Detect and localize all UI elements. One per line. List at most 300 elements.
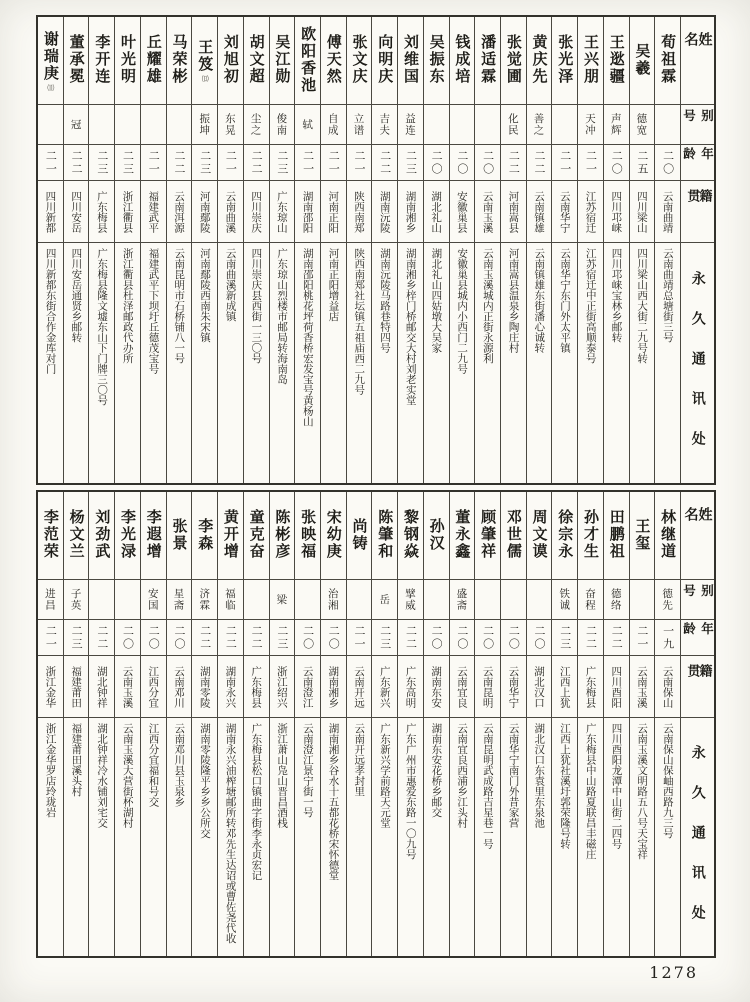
person-native-place: 广东琼山	[270, 181, 295, 243]
person-alias: 擘威	[398, 580, 423, 620]
person-native-place: 福建莆田	[64, 656, 89, 718]
person-alias	[89, 580, 114, 620]
person-alias: 声辉	[604, 105, 629, 145]
person-native-place: 云南保山	[655, 656, 680, 718]
person-address: 四川酉阳龙潭中山街二四号	[610, 723, 623, 849]
person-name-text: 宋幼庚	[324, 509, 343, 560]
person-name	[270, 492, 295, 580]
person-name-text: 王逖疆	[607, 34, 626, 85]
person-alias: 尘之	[244, 105, 269, 145]
person-native-place: 陕西南郑	[347, 181, 372, 243]
person-alias	[347, 580, 372, 620]
person-name-text: 傅天然	[324, 34, 343, 85]
person-address: 云南昆明市石桥铺八一号	[173, 248, 186, 364]
person-age: 二一	[630, 620, 655, 656]
person-address: 江西分宜福和号交	[147, 723, 160, 807]
person-address: 四川邛崃宝林乡邮转	[610, 248, 623, 343]
person-alias	[655, 105, 680, 145]
person-name-text: 田鹏祖	[607, 509, 626, 560]
person-native-place: 河南鄢陵	[192, 181, 217, 243]
person-name-text: 黄庆先	[530, 34, 549, 85]
person-age: 二三	[115, 145, 140, 181]
person-native-place: 云南镇雄	[527, 181, 552, 243]
person-native-place: 四川崇庆	[244, 181, 269, 243]
person-age: 二〇	[295, 620, 320, 656]
person-address: 河南鄢陵西南朱宋镇	[198, 248, 211, 343]
person-address: 湖北汉口东袁里东泉池	[533, 723, 546, 828]
person-native-place: 云南昆明	[475, 656, 500, 718]
person-column	[526, 492, 552, 956]
person-alias	[89, 105, 114, 145]
person-column	[500, 17, 526, 483]
directory-table-bottom	[36, 490, 716, 958]
person-age: 二一	[347, 145, 372, 181]
person-native-place: 云南华宁	[501, 656, 526, 718]
person-name-text: 尚铸	[350, 517, 369, 552]
person-native-place: 湖南东安	[424, 656, 449, 718]
person-name	[501, 492, 526, 580]
person-alias	[115, 105, 140, 145]
person-alias	[295, 580, 320, 620]
person-name-text: 张光泽	[556, 34, 575, 85]
person-address: 云南玉溪大营街杯湖村	[121, 723, 134, 828]
person-age: 二二	[192, 620, 217, 656]
header-age: 年龄	[681, 620, 714, 656]
person-alias	[115, 580, 140, 620]
person-column	[629, 17, 655, 483]
person-alias: 子英	[64, 580, 89, 620]
person-age: 二〇	[655, 145, 680, 181]
person-alias: 轼	[295, 105, 320, 145]
person-column	[38, 17, 63, 483]
person-age: 二二	[604, 620, 629, 656]
person-age: 二〇	[450, 620, 475, 656]
person-column	[371, 17, 397, 483]
person-alias: 奋程	[578, 580, 603, 620]
person-address: 河南正阳增益店	[327, 248, 340, 322]
person-age: 二〇	[167, 620, 192, 656]
person-column	[371, 492, 397, 956]
person-column	[294, 17, 320, 483]
person-age: 二二	[501, 145, 526, 181]
person-column	[243, 492, 269, 956]
person-alias	[424, 580, 449, 620]
person-name-text: 张景	[170, 517, 189, 552]
person-name	[655, 492, 680, 580]
person-alias: 岳	[372, 580, 397, 620]
person-name-text: 李光渌	[119, 509, 138, 560]
person-native-place: 浙江金华	[38, 656, 63, 718]
person-name	[244, 492, 269, 580]
person-native-place: 四川邛崃	[604, 181, 629, 243]
person-name-text: 刘劲武	[93, 509, 112, 560]
person-age: 二二	[218, 620, 243, 656]
person-name	[424, 492, 449, 580]
person-name	[38, 17, 63, 105]
person-age: 二〇	[501, 620, 526, 656]
person-native-place: 湖南湘乡	[398, 181, 423, 243]
person-column	[449, 492, 475, 956]
person-column	[320, 17, 346, 483]
person-column	[140, 492, 166, 956]
person-address: 浙江衢县杜泽邮政代办所	[121, 248, 134, 364]
person-native-place: 湖北钟祥	[89, 656, 114, 718]
person-age: 二三	[372, 620, 397, 656]
person-column	[629, 492, 655, 956]
person-column	[397, 492, 423, 956]
person-name	[578, 492, 603, 580]
person-name-text: 胡文超	[247, 34, 266, 85]
person-alias: 天冲	[578, 105, 603, 145]
person-age: 二三	[192, 145, 217, 181]
person-name-text: 王兴朋	[581, 34, 600, 85]
person-name	[347, 17, 372, 105]
person-address: 河南嵩县温泉乡陶庄村	[507, 248, 520, 353]
person-address: 广东广州市惠爱东路一〇九号	[404, 723, 417, 860]
person-name	[167, 17, 192, 105]
person-age: 二二	[167, 145, 192, 181]
person-age: 二三	[89, 145, 114, 181]
person-alias	[475, 580, 500, 620]
person-alias: 立谱	[347, 105, 372, 145]
person-column	[346, 492, 372, 956]
person-native-place: 河南嵩县	[501, 181, 526, 243]
person-alias	[141, 105, 166, 145]
person-age: 二〇	[475, 620, 500, 656]
person-age: 二〇	[527, 620, 552, 656]
person-column	[269, 492, 295, 956]
person-alias: 福临	[218, 580, 243, 620]
person-age: 二三	[270, 620, 295, 656]
person-column	[423, 492, 449, 956]
person-address: 安徽巢县城内小西门二九号	[456, 248, 469, 374]
person-address: 湖南湘乡谷水十五都花桥宋怀德堂	[327, 723, 340, 881]
person-address: 云南镇雄东街潘心诚转	[533, 248, 546, 353]
person-name-text: 陈肇和	[376, 509, 395, 560]
person-name-text: 邓世儒	[504, 509, 523, 560]
person-native-place: 湖北汉口	[527, 656, 552, 718]
person-name	[295, 492, 320, 580]
person-native-place: 四川酉阳	[604, 656, 629, 718]
person-age: 二二	[372, 145, 397, 181]
person-column	[474, 17, 500, 483]
person-native-place: 湖南湘乡	[321, 656, 346, 718]
person-alias: 冠	[64, 105, 89, 145]
person-name-text: 张文庆	[350, 34, 369, 85]
person-address: 云南昆明武成路吉星巷一号	[481, 723, 494, 849]
person-name	[64, 492, 89, 580]
person-alias	[167, 105, 192, 145]
person-column	[603, 17, 629, 483]
person-address: 云南曲靖总塘街三号	[661, 248, 674, 343]
person-column	[217, 17, 243, 483]
header-alias: 别号	[681, 105, 714, 145]
person-native-place: 广东梅县	[578, 656, 603, 718]
person-native-place: 广东新兴	[372, 656, 397, 718]
person-name-text: 向明庆	[376, 34, 395, 85]
person-age: 二〇	[424, 145, 449, 181]
person-name	[64, 17, 89, 105]
person-column	[577, 492, 603, 956]
person-age: 二〇	[424, 620, 449, 656]
person-address: 云南澄江景宁街一号	[301, 723, 314, 818]
person-name	[604, 492, 629, 580]
person-column	[63, 17, 89, 483]
person-alias	[38, 105, 63, 145]
directory-tables	[36, 15, 716, 958]
header-name: 姓名	[681, 17, 714, 105]
person-native-place: 湖南邵阳	[295, 181, 320, 243]
person-name-text: 叶光明	[119, 34, 138, 85]
person-name-text: 吴江勋	[273, 34, 292, 85]
person-address: 福建莆田溪头村	[70, 723, 83, 797]
person-name-text: 顾肇祥	[479, 509, 498, 560]
person-name-text: 徐宗永	[556, 509, 575, 560]
person-native-place: 云南澄江	[295, 656, 320, 718]
person-alias: 盛斋	[450, 580, 475, 620]
header-address: 永久通讯处	[689, 745, 706, 945]
person-address: 广东梅县松口镇曲字街李永贞宏记	[250, 723, 263, 881]
person-name-note: ⑾	[46, 83, 55, 91]
person-alias: 自成	[321, 105, 346, 145]
person-age: 二二	[527, 145, 552, 181]
person-name-text: 周文谟	[530, 509, 549, 560]
person-name	[89, 492, 114, 580]
person-column	[551, 492, 577, 956]
person-native-place: 湖南永兴	[218, 656, 243, 718]
person-name-text: 董永鑫	[453, 509, 472, 560]
person-column	[269, 17, 295, 483]
person-native-place: 湖南零陵	[192, 656, 217, 718]
person-name	[372, 492, 397, 580]
person-alias: 济霖	[192, 580, 217, 620]
person-native-place: 安徽巢县	[450, 181, 475, 243]
person-native-place: 广东梅县	[89, 181, 114, 243]
person-name	[244, 17, 269, 105]
person-age: 二三	[64, 620, 89, 656]
person-column	[654, 17, 680, 483]
person-native-place: 云南邓川	[167, 656, 192, 718]
person-address: 云南保山保岫西路九三号	[661, 723, 674, 839]
person-address: 湖南永兴油榨塘邮所转邓先生达诏或曹佐尧代收	[224, 723, 237, 944]
person-alias: 星斋	[167, 580, 192, 620]
person-address: 浙江萧山凫山晋昌酒栈	[276, 723, 289, 828]
person-column	[449, 17, 475, 483]
person-column	[140, 17, 166, 483]
person-alias: 吉夫	[372, 105, 397, 145]
person-native-place: 四川新都	[38, 181, 63, 243]
person-name-text: 吴羲	[633, 42, 652, 77]
person-name-text: 王玺	[633, 517, 652, 552]
header-origin: 籍贯	[681, 656, 714, 718]
person-alias	[527, 580, 552, 620]
person-name	[218, 492, 243, 580]
person-address: 江西上犹社溪圩郭荣隆号转	[559, 723, 572, 849]
person-name	[450, 17, 475, 105]
person-name	[321, 492, 346, 580]
person-native-place: 云南玉溪	[475, 181, 500, 243]
person-name-text: 刘旭初	[221, 34, 240, 85]
person-age: 二一	[218, 145, 243, 181]
person-name-text: 杨文兰	[67, 509, 86, 560]
person-alias	[450, 105, 475, 145]
person-column	[423, 17, 449, 483]
person-address: 云南华宁南门外昔家营	[507, 723, 520, 828]
person-name-text: 李遐增	[144, 509, 163, 560]
person-age: 二二	[64, 145, 89, 181]
person-age: 二二	[89, 620, 114, 656]
person-address: 江苏宿迁中正街高顺泰号	[584, 248, 597, 364]
person-address: 福建武平下坝圩丘德茂宝号	[147, 248, 160, 374]
person-address: 湖南东安花桥乡邮交	[430, 723, 443, 818]
person-column	[166, 17, 192, 483]
person-native-place: 四川梁山	[630, 181, 655, 243]
person-age: 二〇	[141, 620, 166, 656]
person-address: 四川崇庆县西街一三〇号	[250, 248, 263, 364]
person-address: 陕西南郑社坛镇五祖庙西二九号	[353, 248, 366, 395]
header-age: 年龄	[681, 145, 714, 181]
person-alias: 进昌	[38, 580, 63, 620]
person-name	[475, 492, 500, 580]
person-name	[270, 17, 295, 105]
person-address: 云南玉溪城内正街永源利	[481, 248, 494, 364]
person-name	[398, 17, 423, 105]
person-address: 四川梁山西大街二九号转	[636, 248, 649, 364]
person-alias	[475, 105, 500, 145]
person-column	[500, 492, 526, 956]
person-alias: 俊南	[270, 105, 295, 145]
person-age: 二一	[321, 145, 346, 181]
person-name-text: 钱成培	[453, 34, 472, 85]
person-address: 广东新兴学前路天元堂	[378, 723, 391, 828]
person-age: 二二	[578, 620, 603, 656]
person-native-place: 江西分宜	[141, 656, 166, 718]
person-alias: 铁诚	[552, 580, 577, 620]
person-column	[474, 492, 500, 956]
person-native-place: 四川安岳	[64, 181, 89, 243]
person-column	[38, 492, 63, 956]
person-age: 二一	[552, 145, 577, 181]
person-column	[320, 492, 346, 956]
person-age: 二二	[244, 145, 269, 181]
person-alias: 德络	[604, 580, 629, 620]
person-age: 二〇	[475, 145, 500, 181]
person-name	[115, 492, 140, 580]
person-name	[167, 492, 192, 580]
person-name-text: 吴振东	[427, 34, 446, 85]
person-column	[243, 17, 269, 483]
person-native-place: 河南正阳	[321, 181, 346, 243]
person-native-place: 云南玉溪	[115, 656, 140, 718]
table-header-column	[680, 17, 714, 483]
person-alias	[630, 580, 655, 620]
person-age: 二〇	[321, 620, 346, 656]
person-native-place: 浙江绍兴	[270, 656, 295, 718]
person-alias: 益连	[398, 105, 423, 145]
header-origin: 籍贯	[681, 181, 714, 243]
person-age: 二三	[552, 620, 577, 656]
person-native-place: 江西上犹	[552, 656, 577, 718]
person-age: 二一	[295, 145, 320, 181]
person-name	[141, 492, 166, 580]
person-column	[114, 492, 140, 956]
person-alias	[244, 580, 269, 620]
person-alias	[552, 105, 577, 145]
person-name	[424, 17, 449, 105]
person-column	[577, 17, 603, 483]
person-age: 二二	[398, 620, 423, 656]
person-alias: 安国	[141, 580, 166, 620]
directory-table-top	[36, 15, 716, 485]
person-address: 云南邓川县玉泉乡	[173, 723, 186, 807]
person-native-place: 云南华宁	[552, 181, 577, 243]
person-name-text: 王笈	[196, 39, 215, 73]
person-name	[89, 17, 114, 105]
person-address: 湖南沅陵马路巷特四号	[378, 248, 391, 353]
page-number: 1278	[649, 963, 698, 982]
person-name-text: 孙才生	[581, 509, 600, 560]
person-age: 二五	[630, 145, 655, 181]
person-age: 二一	[38, 145, 63, 181]
person-name-text: 董承冕	[67, 34, 86, 85]
person-name-text: 黎钢焱	[401, 509, 420, 560]
person-native-place: 云南洱源	[167, 181, 192, 243]
person-name-text: 潘适霖	[479, 34, 498, 85]
person-age: 二三	[398, 145, 423, 181]
person-name	[141, 17, 166, 105]
person-name	[218, 17, 243, 105]
person-age: 二〇	[604, 145, 629, 181]
person-name	[321, 17, 346, 105]
person-native-place: 云南曲溪	[218, 181, 243, 243]
person-name	[450, 492, 475, 580]
person-column	[654, 492, 680, 956]
person-address: 湖北礼山四姑墩大吴家	[430, 248, 443, 353]
person-column	[63, 492, 89, 956]
person-native-place: 广东高明	[398, 656, 423, 718]
person-column	[346, 17, 372, 483]
person-address: 广东梅县隆文墟东山下门牌三〇号	[96, 248, 109, 406]
person-name	[604, 17, 629, 105]
person-name-text: 孙汉	[427, 517, 446, 552]
person-alias: 振坤	[192, 105, 217, 145]
person-address: 云南曲溪新成镇	[224, 248, 237, 322]
person-column	[603, 492, 629, 956]
person-column	[526, 17, 552, 483]
person-age: 二一	[38, 620, 63, 656]
person-age: 二二	[244, 620, 269, 656]
person-name-text: 林继道	[659, 509, 678, 560]
person-name	[552, 17, 577, 105]
person-name-text: 谢瑞庚	[41, 30, 60, 82]
person-name	[527, 492, 552, 580]
person-age: 二三	[270, 145, 295, 181]
person-address: 湖北钟祥冷水铺刘宅交	[96, 723, 109, 828]
person-address: 广东琼山烈楼市邮局转海南岛	[276, 248, 289, 385]
person-name	[475, 17, 500, 105]
person-name-text: 张映福	[299, 509, 318, 560]
person-name-note: ⒀	[201, 75, 210, 82]
person-name	[372, 17, 397, 105]
person-name	[630, 492, 655, 580]
person-column	[551, 17, 577, 483]
person-name-text: 陈彬彦	[273, 509, 292, 560]
person-age: 二〇	[115, 620, 140, 656]
person-column	[294, 492, 320, 956]
person-address: 湖南湘乡梓门桥邮交大村刘老实堂	[404, 248, 417, 406]
person-age: 二一	[578, 145, 603, 181]
person-name-text: 李森	[196, 517, 215, 552]
